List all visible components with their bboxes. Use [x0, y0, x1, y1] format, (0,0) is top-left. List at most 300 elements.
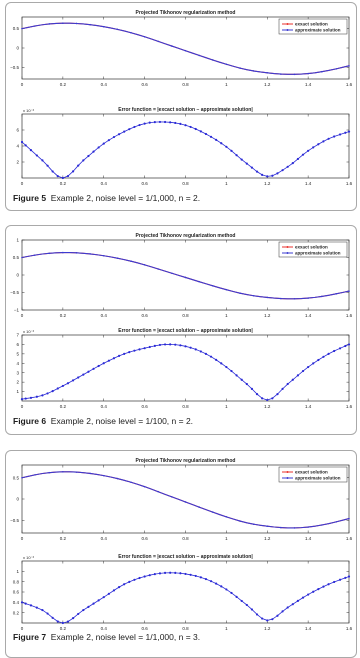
data-point: [321, 296, 323, 298]
data-point: [164, 121, 166, 123]
data-point: [302, 597, 304, 599]
data-point: [21, 601, 23, 603]
figure-caption-label: Figure 6: [13, 416, 47, 426]
data-point: [339, 579, 341, 581]
data-point: [36, 607, 38, 609]
data-point: [200, 130, 202, 132]
data-point: [154, 345, 156, 347]
data-point: [118, 586, 120, 588]
y-tick-label: 6: [16, 127, 19, 133]
data-point: [89, 24, 91, 26]
x-tick-label: 1.6: [345, 404, 353, 409]
data-point: [62, 252, 64, 254]
x-tick-label: 0.6: [141, 313, 148, 318]
x-tick-label: 1.2: [264, 626, 271, 631]
data-point: [130, 481, 132, 483]
figure-caption: [13, 632, 200, 642]
x-tick-label: 0: [20, 404, 24, 409]
data-point: [159, 121, 161, 123]
data-point: [215, 583, 217, 585]
x-tick-label: 0.4: [100, 313, 107, 318]
data-point: [123, 583, 125, 585]
y-tick-label: 4: [16, 360, 19, 366]
data-point: [149, 122, 151, 124]
data-point: [307, 366, 309, 368]
y-tick-label: 1: [16, 568, 19, 574]
legend-marker: [287, 29, 289, 31]
data-point: [113, 589, 115, 591]
x-tick-label: 0.8: [182, 536, 189, 541]
data-point: [200, 350, 202, 352]
data-point: [212, 285, 214, 287]
data-point: [230, 370, 232, 372]
data-point: [82, 159, 84, 161]
solution-chart: [10, 233, 353, 318]
data-point: [72, 170, 74, 172]
data-point: [77, 376, 79, 378]
plot-frame: [22, 335, 349, 401]
data-point: [159, 344, 161, 346]
legend-label: approximate solution: [295, 475, 341, 481]
data-point: [46, 612, 48, 614]
data-point: [261, 174, 263, 176]
figure-caption-text: Example 2, noise level = 1/1,000, n = 3.: [50, 632, 201, 642]
data-point: [348, 131, 350, 133]
data-point: [266, 175, 268, 177]
data-point: [271, 397, 273, 399]
axis-exponent-label: x 10⁻³: [23, 555, 35, 560]
data-point: [190, 574, 192, 576]
x-tick-label: 0.4: [100, 626, 107, 631]
data-point: [30, 397, 32, 399]
y-tick-label: 5: [16, 351, 19, 357]
data-point: [103, 362, 105, 364]
data-point: [256, 171, 258, 173]
data-point: [348, 343, 350, 345]
data-point: [225, 366, 227, 368]
data-point: [276, 615, 278, 617]
data-point: [133, 579, 135, 581]
data-point: [241, 379, 243, 381]
data-point: [302, 370, 304, 372]
data-point: [307, 526, 309, 528]
data-point: [348, 290, 350, 292]
data-point: [82, 609, 84, 611]
figure-plot: [6, 451, 356, 641]
data-point: [25, 144, 27, 146]
data-point: [198, 55, 200, 57]
data-point: [76, 23, 78, 25]
chart-legend: [279, 19, 347, 34]
x-tick-label: 0.6: [141, 536, 148, 541]
data-point: [281, 388, 283, 390]
y-tick-label: −0.5: [10, 290, 19, 296]
data-point: [98, 365, 100, 367]
x-tick-label: 0.4: [100, 82, 107, 87]
data-point: [62, 177, 64, 179]
figure-card: [5, 225, 357, 435]
data-point: [184, 124, 186, 126]
data-point: [198, 506, 200, 508]
data-point: [72, 379, 74, 381]
data-point: [154, 573, 156, 575]
data-point: [108, 593, 110, 595]
y-tick-label: 0: [16, 496, 19, 502]
data-point: [25, 397, 27, 399]
data-point: [339, 133, 341, 135]
figure-caption-text: Example 2, noise level = 1/100, n = 2.: [50, 416, 194, 426]
legend-label: approximate solution: [295, 250, 341, 256]
data-point: [225, 588, 227, 590]
data-point: [52, 617, 54, 619]
x-tick-label: 1: [225, 536, 228, 541]
data-point: [171, 45, 173, 47]
x-tick-label: 1.2: [264, 404, 271, 409]
data-point: [57, 620, 59, 622]
data-point: [205, 578, 207, 580]
data-point: [34, 25, 36, 27]
data-point: [67, 620, 69, 622]
data-point: [335, 293, 337, 295]
data-point: [215, 139, 217, 141]
y-tick-label: 3: [16, 370, 19, 376]
chart-title: Error function = |excact solution − approximate solution|: [118, 328, 253, 334]
y-tick-label: 0.4: [12, 599, 19, 605]
data-point: [113, 136, 115, 138]
data-point: [321, 71, 323, 73]
x-tick-label: 1.4: [304, 313, 312, 318]
data-point: [294, 298, 296, 300]
x-tick-label: 1.4: [304, 404, 312, 409]
data-point: [87, 371, 89, 373]
y-tick-label: 0.6: [12, 589, 19, 595]
data-point: [322, 585, 324, 587]
data-point: [266, 619, 268, 621]
series-line: [22, 573, 349, 623]
figure-caption: [13, 416, 193, 426]
data-point: [130, 32, 132, 34]
data-point: [52, 390, 54, 392]
data-point: [149, 346, 151, 348]
chart-title: Projected Tikhonov regularization method: [135, 10, 236, 16]
data-point: [292, 162, 294, 164]
data-point: [339, 347, 341, 349]
x-tick-label: 1.6: [345, 626, 353, 631]
data-point: [307, 593, 309, 595]
figure-card: [5, 2, 357, 211]
y-tick-label: 0.5: [12, 255, 19, 261]
series-line: [22, 250, 349, 299]
data-point: [294, 527, 296, 529]
data-point: [67, 175, 69, 177]
data-point: [184, 573, 186, 575]
data-point: [256, 613, 258, 615]
data-point: [57, 387, 59, 389]
x-tick-label: 1.2: [264, 313, 271, 318]
data-point: [171, 272, 173, 274]
data-point: [321, 524, 323, 526]
data-point: [57, 175, 59, 177]
data-point: [287, 166, 289, 168]
data-point: [253, 295, 255, 297]
figure-plot: [6, 3, 356, 210]
data-point: [287, 383, 289, 385]
data-point: [117, 478, 119, 480]
y-tick-label: −0.5: [10, 64, 19, 70]
data-point: [226, 289, 228, 291]
x-tick-label: 0.2: [59, 313, 67, 318]
data-point: [133, 350, 135, 352]
data-point: [215, 359, 217, 361]
data-point: [266, 297, 268, 299]
data-point: [210, 356, 212, 358]
data-point: [130, 260, 132, 262]
data-point: [92, 603, 94, 605]
data-point: [281, 610, 283, 612]
data-point: [198, 281, 200, 283]
data-point: [174, 572, 176, 574]
x-tick-label: 0.2: [59, 181, 67, 186]
data-point: [271, 618, 273, 620]
y-tick-label: 7: [16, 332, 19, 338]
figure-caption-label: Figure 5: [13, 193, 47, 203]
data-point: [312, 146, 314, 148]
x-tick-label: 1.2: [264, 82, 271, 87]
data-point: [108, 139, 110, 141]
data-point: [89, 473, 91, 475]
figure-caption-text: Example 2, noise level = 1/1,000, n = 2.: [50, 193, 201, 203]
data-point: [266, 525, 268, 527]
data-point: [62, 471, 64, 473]
data-point: [220, 142, 222, 144]
x-tick-label: 0.8: [182, 82, 189, 87]
x-tick-label: 0: [20, 626, 24, 631]
data-point: [21, 398, 23, 400]
chart-title: Projected Tikhonov regularization method: [135, 458, 236, 464]
data-point: [312, 362, 314, 364]
data-point: [87, 606, 89, 608]
data-point: [253, 70, 255, 72]
data-point: [21, 257, 23, 259]
data-point: [92, 368, 94, 370]
data-point: [220, 362, 222, 364]
x-tick-label: 0.6: [141, 181, 148, 186]
x-tick-label: 0.2: [59, 82, 67, 87]
x-tick-label: 0.4: [100, 181, 107, 186]
x-tick-label: 1.6: [345, 536, 353, 541]
data-point: [98, 146, 100, 148]
data-point: [322, 356, 324, 358]
data-point: [103, 143, 105, 145]
data-point: [327, 138, 329, 140]
data-point: [292, 603, 294, 605]
data-point: [62, 622, 64, 624]
y-tick-label: 0.8: [12, 579, 19, 585]
data-point: [271, 175, 273, 177]
legend-label: exxact solution: [295, 469, 328, 475]
error-chart: [16, 107, 352, 186]
data-point: [235, 154, 237, 156]
data-point: [335, 68, 337, 70]
legend-marker: [287, 477, 289, 479]
data-point: [157, 41, 159, 43]
data-point: [239, 67, 241, 69]
data-point: [48, 472, 50, 474]
data-point: [327, 353, 329, 355]
data-point: [144, 264, 146, 266]
x-tick-label: 0.2: [59, 404, 67, 409]
data-point: [241, 600, 243, 602]
y-tick-label: 0.2: [12, 610, 19, 616]
data-point: [185, 501, 187, 503]
data-point: [317, 359, 319, 361]
legend-marker: [287, 252, 289, 254]
x-tick-label: 0: [20, 536, 24, 541]
legend-label: exxact solution: [295, 21, 328, 27]
data-point: [34, 254, 36, 256]
data-point: [46, 392, 48, 394]
figure-plot: [6, 226, 356, 434]
axis-exponent-label: x 10⁻³: [23, 108, 35, 113]
data-point: [195, 128, 197, 130]
data-point: [87, 155, 89, 157]
x-tick-label: 1.4: [304, 536, 312, 541]
data-point: [118, 355, 120, 357]
x-tick-label: 1.2: [264, 181, 271, 186]
data-point: [144, 347, 146, 349]
data-point: [333, 581, 335, 583]
data-point: [117, 257, 119, 259]
x-tick-label: 1.4: [304, 626, 312, 631]
legend-label: approximate solution: [295, 27, 341, 33]
x-tick-label: 1: [225, 181, 228, 186]
x-tick-label: 1: [225, 313, 228, 318]
error-chart: [16, 328, 352, 409]
data-point: [251, 167, 253, 169]
chart-title: Error function = |excact solution − approximate solution|: [118, 107, 253, 113]
data-point: [89, 253, 91, 255]
data-point: [230, 150, 232, 152]
data-point: [72, 617, 74, 619]
data-point: [123, 353, 125, 355]
data-point: [82, 374, 84, 376]
series-line: [22, 344, 349, 400]
data-point: [46, 165, 48, 167]
y-tick-label: 4: [16, 143, 19, 149]
data-point: [200, 576, 202, 578]
y-tick-label: 0: [16, 45, 19, 51]
data-point: [159, 572, 161, 574]
data-point: [190, 126, 192, 128]
legend-marker: [287, 471, 289, 473]
data-point: [30, 149, 32, 151]
x-tick-label: 0.8: [182, 626, 189, 631]
solution-chart: [10, 10, 353, 87]
data-point: [21, 477, 23, 479]
figure-caption: [13, 193, 200, 203]
data-point: [34, 474, 36, 476]
data-point: [113, 357, 115, 359]
data-point: [230, 592, 232, 594]
series-line: [22, 122, 349, 178]
data-point: [144, 486, 146, 488]
data-point: [174, 122, 176, 124]
data-point: [118, 133, 120, 135]
x-tick-label: 0: [20, 82, 24, 87]
x-tick-label: 0.4: [100, 536, 107, 541]
data-point: [281, 169, 283, 171]
data-point: [98, 599, 100, 601]
data-point: [144, 575, 146, 577]
x-tick-label: 0: [20, 313, 24, 318]
data-point: [128, 351, 130, 353]
data-point: [235, 596, 237, 598]
data-point: [174, 344, 176, 346]
data-point: [41, 394, 43, 396]
data-point: [241, 158, 243, 160]
data-point: [297, 158, 299, 160]
chart-legend: [279, 242, 347, 257]
data-point: [185, 277, 187, 279]
data-point: [261, 617, 263, 619]
plot-frame: [22, 114, 349, 178]
data-point: [92, 151, 94, 153]
data-point: [256, 393, 258, 395]
data-point: [210, 136, 212, 138]
data-point: [169, 343, 171, 345]
data-point: [261, 397, 263, 399]
data-point: [157, 491, 159, 493]
data-point: [317, 588, 319, 590]
data-point: [280, 527, 282, 529]
data-point: [77, 164, 79, 166]
data-point: [266, 399, 268, 401]
data-point: [169, 572, 171, 574]
x-tick-label: 0.6: [141, 626, 148, 631]
y-tick-label: 1: [16, 237, 19, 243]
x-tick-label: 0.8: [182, 404, 189, 409]
x-tick-label: 0.8: [182, 313, 189, 318]
data-point: [103, 475, 105, 477]
data-point: [164, 343, 166, 345]
data-point: [280, 73, 282, 75]
data-point: [246, 163, 248, 165]
data-point: [239, 520, 241, 522]
data-point: [212, 511, 214, 513]
data-point: [226, 516, 228, 518]
data-point: [30, 604, 32, 606]
legend-marker: [287, 246, 289, 248]
data-point: [266, 72, 268, 74]
data-point: [348, 575, 350, 577]
data-point: [169, 121, 171, 123]
data-point: [294, 74, 296, 76]
y-tick-label: 0.5: [12, 475, 19, 481]
data-point: [154, 121, 156, 123]
data-point: [220, 585, 222, 587]
data-point: [179, 123, 181, 125]
y-tick-label: 2: [16, 379, 19, 385]
data-point: [179, 572, 181, 574]
data-point: [344, 345, 346, 347]
data-point: [348, 518, 350, 520]
data-point: [253, 523, 255, 525]
data-point: [195, 575, 197, 577]
data-point: [117, 29, 119, 31]
data-point: [210, 580, 212, 582]
x-tick-label: 0.4: [100, 404, 107, 409]
data-point: [335, 521, 337, 523]
